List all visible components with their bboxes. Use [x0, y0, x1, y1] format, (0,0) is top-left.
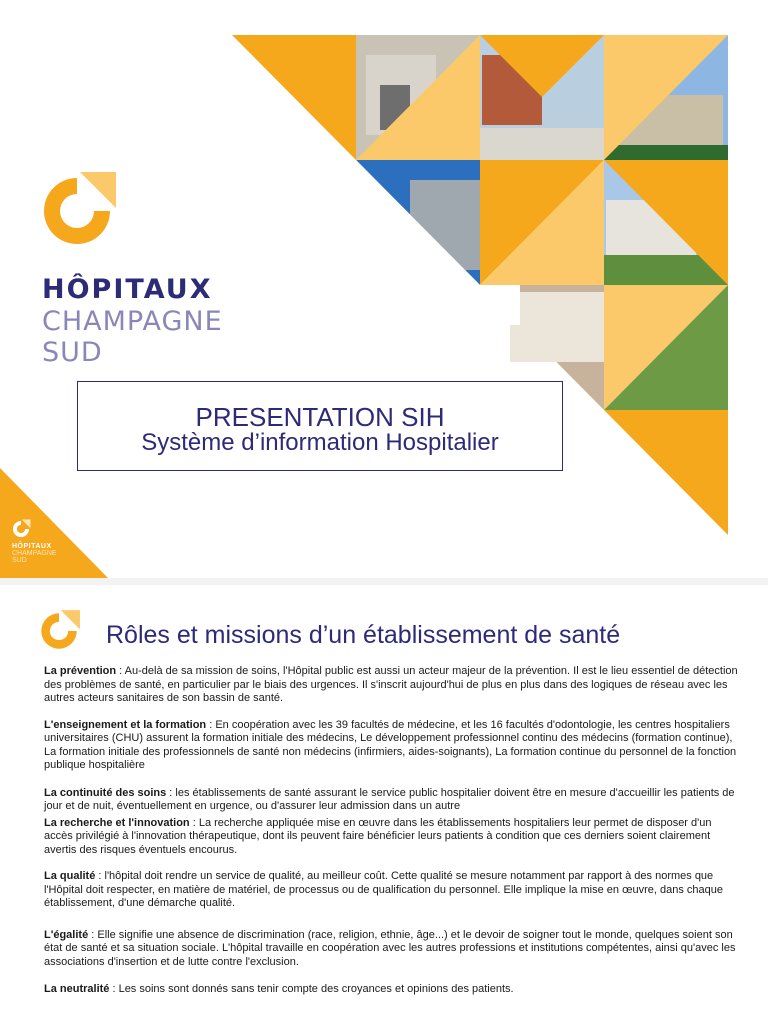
slide-title: Rôles et missions d’un établissement de santé: [106, 621, 621, 649]
mission-text: : les établissements de santé assurant le service public hospitalier doivent être en mesure d'accueillir les patients de jour et de nuit, éventuellement en urgence, ou d'assurer leur admission dans un autre: [44, 786, 735, 812]
mission-term: La recherche et l'innovation: [44, 816, 190, 829]
mission-text: : En coopération avec les 39 facultés de médecine, et les 16 facultés d'odontologie, les centres hospitaliers universitaires (CHU) assurent la formation initiale des médecins, Le développement professionnel continu des médecins (formation continue), La formation initiale des professionnels de santé non médecins (infirmiers, aides-soignants), La formation continue du personnel de la fonction publique hospitalière: [44, 718, 737, 771]
brand-name: [42, 276, 223, 367]
corner-brand: [12, 543, 57, 564]
hopitaux-logo-icon: [37, 609, 81, 653]
mission-paragraph: [44, 870, 742, 911]
mission-term: La prévention: [44, 665, 117, 677]
mission-term: L'égalité: [44, 928, 89, 941]
corner-logo-icon: [11, 519, 31, 539]
brand-line-1: HÔPITAUX: [42, 274, 213, 305]
mission-text: : Les soins sont donnés sans tenir compte des croyances et opinions des patients.: [109, 983, 514, 995]
mission-paragraph: [44, 983, 742, 997]
mission-term: La neutralité: [44, 983, 110, 995]
missions-slide: [0, 585, 768, 1024]
corner-brand-line-1: HÔPITAUX: [12, 543, 52, 550]
corner-brand-line-3: SUD: [12, 557, 27, 564]
hopitaux-logo-icon: [36, 170, 118, 252]
cover-title: PRESENTATION SIH: [195, 402, 445, 432]
mission-text: : Au-delà de sa mission de soins, l'Hôpital public est aussi un acteur majeur de la prévention. Il est le lieu essentiel de détection des problèmes de santé, en particulier par le biais des urgences. Il s'inscrit aujourd'hui de plus en plus dans des logiques de réseau avec les autres acteurs sanitaires de son bassin de santé.: [44, 665, 738, 704]
mission-paragraph: [44, 817, 742, 858]
corner-brand-line-2: CHAMPAGNE: [12, 550, 57, 557]
mission-paragraph: [44, 929, 742, 970]
mosaic-triangle: [232, 35, 356, 160]
missions-list: [44, 665, 742, 997]
mission-paragraph: [44, 787, 742, 814]
mosaic-triangle: [604, 410, 728, 535]
brand-line-3: SUD: [42, 337, 103, 368]
slide-separator: [0, 578, 768, 585]
mission-text: : l'hôpital doit rendre un service de qualité, au meilleur coût. Cette qualité se mesure notamment par rapport à des normes que l'Hôpital doit respecter, en matière de matériel, de processus ou de qualification du personnel. Elle implique la mise en œuvre, dans chaque établissement, d'une démarche qualité.: [44, 870, 723, 909]
mission-paragraph: [44, 719, 742, 773]
mission-text: : La recherche appliquée mise en œuvre dans les établissements hospitaliers leur permet de disposer d'un accès privilégié à l'innovation thérapeutique, dont ils peuvent faire bénéficier leurs patients à condition que ces derniers soient clairement avertis des risques éventuels encourus.: [44, 816, 712, 856]
mission-term: La qualité: [44, 870, 96, 882]
brand-line-2: CHAMPAGNE: [42, 306, 223, 337]
mission-text: : Elle signifie une absence de discrimination (race, religion, ethnie, âge...) et le devoir de soigner tout le monde, quelques soient son état de santé et sa situation sociale. L'hôpital travaille en coopération avec les autres professions et institutions compétentes, ainsi qu'avec les associations d'insertion et de lutte contre l'exclusion.: [44, 928, 736, 968]
mission-paragraph: [44, 665, 742, 706]
mission-term: La continuité des soins: [44, 786, 167, 799]
cover-subtitle: Système d’information Hospitalier: [141, 429, 499, 456]
mission-term: L'enseignement et la formation: [44, 718, 207, 731]
title-box: [77, 381, 563, 471]
